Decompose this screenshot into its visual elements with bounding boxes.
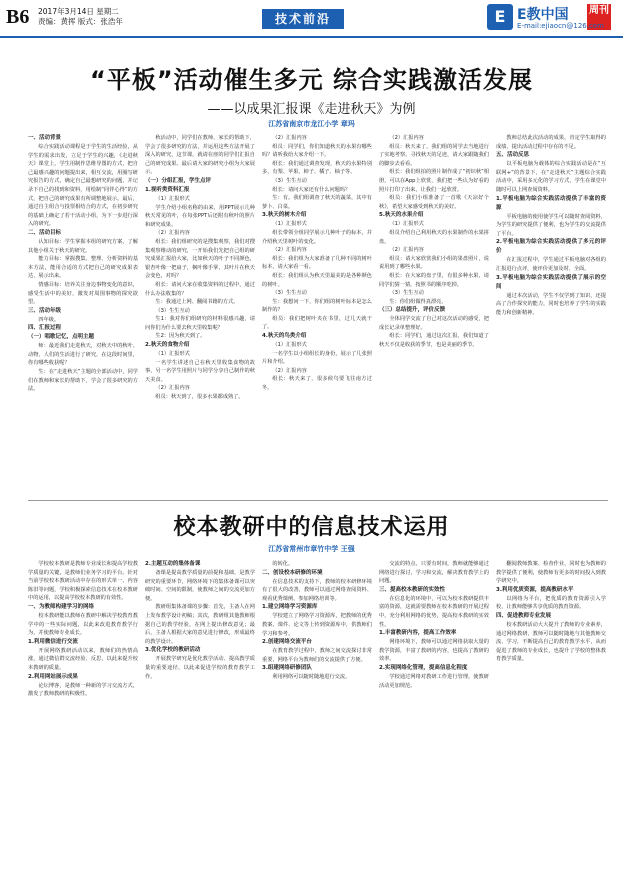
paragraph: 组长：我们通过调查发现，秋天的水果特别多，有梨、苹果、柿子、橘子、柚子等。 (262, 160, 372, 176)
article1-col1 (28, 134, 138, 496)
paragraph: （2）汇报内容 (389, 247, 424, 254)
section-heading: 2.创建网络交流平台 (262, 639, 312, 646)
paragraph: 组长：请问大家在收集资料的过程中，通过什么办法收集的？ (145, 281, 255, 297)
paragraph: （1）汇报形式 (272, 221, 307, 228)
paragraph: 组员介绍自己利用秋天的水果制作的水果拼盘。 (379, 229, 489, 245)
section-heading: 3.秋天的树木介绍 (262, 212, 307, 219)
paragraph: 一名学生以小组组长的身份，展示了几张照片和介绍。 (262, 350, 372, 366)
paragraph: 组员：我们把树叶夹在书里，过几天就干了。 (262, 315, 372, 331)
paragraph: 以网络为平台，把优质的教育资源引入学校，让教师能够共享优质的教育资源。 (496, 595, 606, 611)
section-heading: 一、活动背景 (28, 135, 62, 141)
paragraph: 生2：因为秋天到了。 (155, 333, 206, 340)
header-divider (0, 36, 623, 38)
editor-text: 责编：黄挥 版式：张浩年 (38, 17, 123, 26)
section-heading: 2.秋天的食物介绍 (145, 342, 190, 349)
article1-col3 (262, 134, 372, 496)
logo-e-icon: E (487, 4, 513, 30)
section-heading: 三、提高校本教研的实效性 (379, 586, 446, 593)
paragraph: 生：在“走进秋天”主题的全部活动中，同学们在教师和家长的帮助下，学会了很多研究的方法。 (28, 369, 138, 393)
article2-body (28, 560, 606, 880)
section-heading: 1.平板电脑为综合实践活动提供了丰富的资源 (496, 195, 606, 211)
paragraph: 组长：我们组认为秋天里最美的是各种颜色的树叶。 (262, 272, 372, 288)
date-text: 2017年3月14日 星期二 (38, 7, 119, 16)
section-heading: 四、汇报过程 (28, 325, 62, 332)
section-heading: 3.优化学校的教研活动 (145, 647, 201, 654)
paragraph: 论坛博客，是教师一种新的学习交流方式，激发了教师教研的积极性。 (28, 682, 138, 698)
section-heading: 3.组建网络研修团队 (262, 665, 312, 672)
paragraph: 生：我通过上网、翻阅书籍的方式。 (155, 299, 239, 306)
paragraph: 四年级。 (38, 316, 60, 323)
paragraph: （2）汇报内容 (272, 367, 307, 374)
paragraph: 组长：同学们，通过这次汇报，我们知道了秋天不仅是收获的季节，也是美丽的季节。 (379, 333, 489, 349)
paragraph: 组长：我们组为大家准备了几种不同的树叶标本，请大家看一看。 (262, 255, 372, 271)
section-heading: 4.秋天的鸟类介绍 (262, 333, 307, 340)
paragraph: 学校校本教研是教师专业成长和提高学校教学质量的关键，是教师们业务学习的平台。针对当前学校校本教研活动中存在的形式单一、内容陈旧等问题，学校积极探索信息技术在校本教研中的运用，以提高学校校本教研的有效性。 (28, 561, 138, 602)
paragraph: 一名学生讲述自己在秋天里收集食物的故事，另一名学生用照片与同学分享自己制作的秋天美食。 (145, 359, 255, 383)
paragraph: 网络环境下，教师可以通过网络获取大量的教学资源，丰富了教研的内容，也提高了教研的效率。 (379, 639, 489, 663)
email: E-mail:ejiaocn@126.com (517, 22, 604, 30)
paragraph: （3）生生互动 (272, 290, 307, 297)
section-heading: 1.丰富教研内容，提高工作效率 (379, 630, 457, 637)
section-heading: 1.视听类资料汇报 (145, 186, 190, 193)
article2-col1 (28, 560, 138, 880)
paragraph: 认知目标：学生掌握本组的研究方案，了解其他小组关于秋天的研究。 (28, 238, 138, 254)
paragraph: （1）汇报形式 (389, 221, 424, 228)
section-heading: 2.主题互动的集体备课 (145, 561, 201, 567)
article2-col4 (379, 560, 489, 880)
page-number: B6 (6, 6, 30, 28)
paragraph: 以平板电脑为载体的综合实践活动是在“互联网+”的背景下，在“走进秋天”主题综合实践活动中，采用多元化的学习方式，学生在课堂中随时可以上网查阅资料。 (496, 161, 606, 193)
paragraph: 学生介绍小组名称的由来，用PPT展示几种秋天常见的叶，在每张PPT后还附有秋叶的照片和研究成果。 (145, 204, 255, 228)
paragraph: 组长带领全组同学展示几种叶子的标本，并介绍秋天里树叶的变化。 (262, 229, 372, 245)
section-heading: 一、为教师构建学习的网络 (28, 603, 95, 610)
section-heading: 1.利用微信进行交流 (28, 638, 78, 645)
article1-subtitle: ——以成果汇报课《走进秋天》为例 (207, 102, 416, 117)
paragraph: 组长：我们组研究的是搜集观察，我们对搜集观察维动的研究，一开始我们先把自己组的研究成果汇报给大家，比如秋天的叶子不同颜色，银杏叶像一把扇子，枫叶像手掌，其叶片在秋天会变色，对吗？ (145, 238, 255, 280)
article-divider (28, 500, 608, 501)
section-heading: 1.建立网络学习资源库 (262, 604, 318, 611)
paragraph: 开展教学研究是优化教学活动、提高教学质量的重要途径，以此来促进学校的教育教学工作。 (145, 656, 255, 680)
paragraph: 全体同学交流了自己对这次活动的感受，把成长记录单整理好。 (379, 316, 489, 331)
logo (487, 4, 617, 34)
paragraph: 备课是提高教学质量的前提和基础，是教学研究的重要环节，网络环境下的集体备课可以突破时间、空间的限制，使教师之间的交流更加方便。 (145, 570, 255, 602)
paragraph: 学校建立了网络学习资源库，把教师的优秀教案、课件、论文等上传到资源库中，供教师们学习和参考。 (262, 613, 372, 637)
paragraph: 组长：请问大家还有什么问题吗？ (272, 186, 351, 193)
paragraph: 在汇报过程中，学生通过平板电脑对各组的汇报进行点评，使评价更加及时、全面。 (496, 257, 606, 272)
article1-col2 (145, 134, 255, 496)
paragraph: 组员：我们小组准备了一首歌《天凉好个秋》，希望大家感受到秋天的美好。 (379, 195, 489, 210)
paragraph: 通过本次活动，学生不仅学到了知识，还提高了合作探究的能力，同时也培养了学生的实践能力和创新精神。 (496, 292, 606, 316)
logo-week-badge: 周刊 (587, 4, 611, 30)
logo-name: E教中国 (517, 7, 569, 23)
paragraph: 学校通过网络对教研工作进行管理，使教研活动更加规范。 (379, 673, 489, 689)
section-heading: （一）唱歌记忆，点明主题 (28, 334, 95, 341)
paragraph: 生：有。我们组调查了秋天的蔬菜，其中有萝卜、白菜。 (262, 195, 372, 210)
section-heading: 2.实现网络化管理，提高信息化程度 (379, 664, 468, 671)
paragraph: 生：你们组做得真漂亮。 (389, 298, 447, 305)
page-header (0, 0, 623, 42)
paragraph: 能力目标：掌握搜集、整理、分析资料的基本方法，能用合适的方式把自己的研究成果表达、展示出来。 (28, 256, 138, 280)
paragraph: 秋活动中，同学们在教师、家长的帮助下，学会了很多研究的方法，并运用这些方法开展了深入的研究，这节课，就请在座的同学们汇报自己的研究成果。最后请大家的研究小组为大家展示。 (145, 135, 255, 176)
section-heading: 2.平板电脑为综合实践活动提供了多元的评价 (496, 239, 606, 255)
article1-body (28, 134, 606, 496)
paragraph: 教研组集体备课的步骤：首先，主备人在网上发布教学设计初稿；其次，教研组其他教师根据自己的教学经验，在网上提出修改意见；最后，主备人根据大家的意见进行修改，形成最终的教学设计。 (145, 604, 255, 645)
article1-col5 (496, 134, 606, 496)
paragraph: （1）汇报形式 (155, 351, 190, 358)
paragraph: 在教育教学过程中，教师之间交流探讨非常重要，网络平台为教师们的交流提供了方便。 (262, 648, 372, 663)
section-heading: 三、活动年级 (28, 307, 62, 314)
paragraph: 组员：秋天来了，我们组的同学去当地进行了实地考察。寻找秋天的足迹，请大家跟随我们的脚步去看看。 (379, 143, 489, 167)
paragraph: 平板电脑的使用使学生可以随时查阅资料，为学生的研究提供了便利，也为学生的交流提供了平台。 (496, 213, 606, 237)
paragraph: 生1：我对你们组研究的材料很感兴趣，请问你们为什么要去秋天里收集呢？ (145, 316, 255, 331)
section-heading: 四、促进教师专业发展 (496, 612, 552, 619)
paragraph: 教师总结此次活动的成果，肯定学生取得的成绩，提出活动过程中存在的不足。 (496, 135, 606, 150)
paragraph: 组员：请大家欣赏我们小组的果盘照片，说说用到了哪些水果。 (379, 255, 489, 271)
paragraph: 校本教研活动大大提升了教师的专业素养，通过网络教研，教师可以随时随地与其他教师交流、学习，不断提高自己的教育教学水平，从而促进了教师的专业成长，也提升了学校的整体教育教学质量。 (496, 621, 606, 663)
paragraph: （1）汇报形式 (272, 342, 307, 349)
paragraph: 交流的特点，只要有时间，教师就能够通过网络进行探讨，学习和交流，解决教育教学上的问题。 (379, 561, 489, 585)
paragraph: （2）汇报内容 (155, 230, 190, 237)
section-heading: 2.利用网站展示成果 (28, 673, 78, 680)
paragraph: 组长：我们组拍的照片制作成了“初识秋”相册，可以在App上欣赏，我们把一些认为好看的照片打印了出来，让我们一起欣赏。 (379, 169, 489, 193)
paragraph: （3）生生互动 (389, 290, 424, 297)
paragraph: 开展网络教研活动以来，教师们的热情高涨，通过微信群交流经验、反思，以此来提升校本教研的质量。 (28, 647, 138, 671)
paragraph: 翻阅教师教案、检查作业，同时也为教师的教学提供了便利，使教师有更多的时间投入到教学研究中。 (496, 561, 606, 585)
paragraph: 在信息化的环境中，可以为校本教研提供丰富的资源，这就需要教师在校本教研的开展过程中，充分利用网络的优势，提高校本教研的实效性。 (379, 595, 489, 628)
paragraph: 师：最近我们走进秋天，对秋天中的秋叶、动物、人们的生活进行了研究，在这段时间里，你有哪些收获呢？ (28, 343, 138, 367)
article1-author: 江苏省南京市龙江小学 章玛 (268, 120, 355, 128)
paragraph: （3）生生互动 (272, 177, 307, 184)
paragraph: 利用网络可以随时随地进行交流。 (272, 674, 351, 681)
paragraph: 组员：秋天到了，很多水果都成熟了。 (155, 394, 244, 401)
paragraph: 组长：秋天来了，很多候鸟要飞往南方过冬。 (262, 376, 372, 392)
article2-author: 江苏省常州市章竹中学 王强 (268, 545, 355, 553)
dateline (38, 7, 123, 27)
section-heading: 5.秋天的水果介绍 (379, 212, 424, 219)
paragraph: 综合实践活动课程是于学生的生活经验，从学生的需求出发，立足于学生的兴趣，《走进秋天》课堂上，学生用制作思维导图的方式，把自己最感兴趣的问题提出来，相互交流，用圈写研究报告的方式，确定自己最想研究的问题，并记录下自己的找到和资料，用绘制“同伴心得”的方式，把自己的研究成果有所调整地展示。最后，通过自主组合与投票相结合的方式，在初步研究的基础上确定了若干活动小组，为下一步进行深入的研究。 (28, 144, 138, 228)
paragraph: （2）汇报内容 (155, 385, 190, 392)
section-heading: 二、活动目标 (28, 229, 62, 236)
paragraph: 的转化。 (272, 561, 294, 567)
section-heading: （一）分组汇报，学生点评 (145, 177, 212, 184)
section-heading: 二、创设校本研修的环境 (262, 569, 323, 576)
paragraph: 在信息技术的支持下，教师的校本研修环境有了很大的改善，教师可以通过网络查阅资料、观看优秀课例、参加网络培训等。 (262, 578, 372, 602)
section-heading: 五、活动反思 (496, 152, 530, 159)
article2-col2 (145, 560, 255, 880)
article2-col3 (262, 560, 372, 880)
section-label: 技术前沿 (262, 9, 344, 29)
paragraph: （3）生生互动 (155, 307, 190, 314)
article1-title: “平板”活动催生多元 综合实践激活发展 (90, 66, 533, 94)
paragraph: （1）汇报形式 (155, 195, 190, 202)
paragraph: 校本教研能以教师在教研中解决学校教育教学中的一些实际问题，以此来改进教育教学行为，并使教师专业成长。 (28, 612, 138, 637)
section-heading: 3.利用优质资源，提高教研水平 (496, 586, 574, 593)
section-heading: 3.平板电脑为综合实践活动提供了展示的空间 (496, 274, 606, 290)
paragraph: 情感目标：培养关注身边事物变化的意识，感受生活中的美好，激发对周围事物的探究欲望。 (28, 281, 138, 306)
article2-title: 校本教研中的信息技术运用 (173, 515, 450, 540)
paragraph: （2）汇报内容 (272, 135, 307, 141)
paragraph: 组长：在大家的盘子里，有很多种水果，请同学们猜一猜，按照书的顺序吃掉。 (379, 272, 489, 288)
paragraph: 生：我想问一下，你们组的树叶标本是怎么制作的？ (262, 298, 372, 314)
paragraph: （2）汇报内容 (272, 247, 307, 254)
paragraph: （2）汇报内容 (389, 135, 424, 141)
article1-col4 (379, 134, 489, 496)
article2-col5 (496, 560, 606, 880)
section-heading: （三）总结提升，评价反馈 (379, 307, 446, 314)
paragraph: 组员：同学们，你们知道秋天的水果有哪些吗？请听我给大家介绍一下。 (262, 143, 372, 159)
